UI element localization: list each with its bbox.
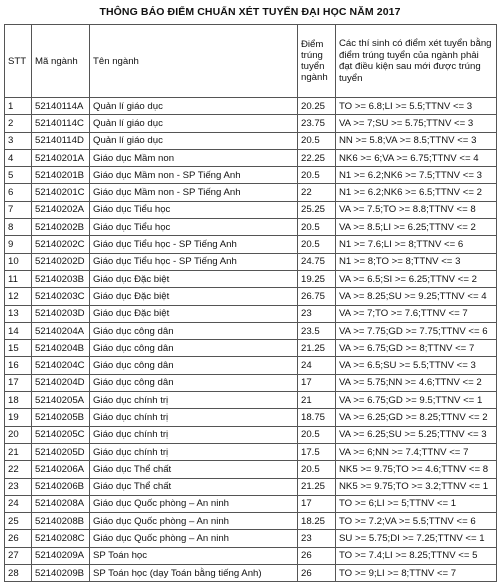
cell-criteria: VA >= 7;TO >= 7.6;TTNV <= 7 <box>336 305 497 322</box>
table-row <box>5 513 497 530</box>
cell-score: 26 <box>298 547 336 564</box>
cell-code: 52140208C <box>32 530 90 547</box>
cell-score: 17.5 <box>298 443 336 460</box>
table-row <box>5 478 497 495</box>
table-row <box>5 270 497 287</box>
cell-name: Quản lí giáo dục <box>90 132 298 149</box>
cell-code: 52140209A <box>32 547 90 564</box>
table-row <box>5 495 497 512</box>
cell-name: Giáo dục Đặc biệt <box>90 305 298 322</box>
cell-criteria: NK5 >= 9.75;TO >= 4.6;TTNV <= 8 <box>336 461 497 478</box>
cell-criteria: VA >= 5.75;NN >= 4.6;TTNV <= 2 <box>336 374 497 391</box>
cell-score: 20.5 <box>298 219 336 236</box>
table-row <box>5 461 497 478</box>
table-row <box>5 565 497 582</box>
cell-name: Giáo dục Tiểu học - SP Tiếng Anh <box>90 253 298 270</box>
cell-score: 17 <box>298 495 336 512</box>
cell-score: 19.25 <box>298 270 336 287</box>
cell-score: 20.5 <box>298 132 336 149</box>
cell-name: Giáo dục Quốc phòng – An ninh <box>90 513 298 530</box>
table-row <box>5 322 497 339</box>
cell-criteria: VA >= 6;NN >= 7.4;TTNV <= 7 <box>336 443 497 460</box>
cell-criteria: VA >= 7;SU >= 5.75;TTNV <= 3 <box>336 115 497 132</box>
cell-criteria: VA >= 8.25;SU >= 9.25;TTNV <= 4 <box>336 288 497 305</box>
cell-code: 52140114A <box>32 98 90 115</box>
cell-stt: 20 <box>5 426 32 443</box>
cell-stt: 6 <box>5 184 32 201</box>
cell-criteria: VA >= 6.5;SU >= 5.5;TTNV <= 3 <box>336 357 497 374</box>
cell-stt: 18 <box>5 392 32 409</box>
cell-score: 24.75 <box>298 253 336 270</box>
table-row <box>5 236 497 253</box>
cell-criteria: NK6 >= 6;VA >= 6.75;TTNV <= 4 <box>336 149 497 166</box>
cell-code: 52140205C <box>32 426 90 443</box>
cell-code: 52140202C <box>32 236 90 253</box>
cell-criteria: SU >= 5.75;DI >= 7.25;TTNV <= 1 <box>336 530 497 547</box>
header-code: Mã ngành <box>32 25 90 98</box>
cell-code: 52140202D <box>32 253 90 270</box>
cell-score: 21.25 <box>298 478 336 495</box>
cell-code: 52140202A <box>32 201 90 218</box>
cell-code: 52140203B <box>32 270 90 287</box>
table-header-row <box>5 25 497 98</box>
header-score: Điểm trúng tuyển ngành <box>298 25 336 98</box>
admission-scores-table <box>4 24 497 582</box>
cell-criteria: NN >= 5.8;VA >= 8.5;TTNV <= 3 <box>336 132 497 149</box>
cell-stt: 27 <box>5 547 32 564</box>
cell-score: 26 <box>298 565 336 582</box>
cell-stt: 2 <box>5 115 32 132</box>
cell-stt: 26 <box>5 530 32 547</box>
cell-score: 20.5 <box>298 167 336 184</box>
cell-score: 20.5 <box>298 426 336 443</box>
cell-criteria: VA >= 6.75;GD >= 8;TTNV <= 7 <box>336 340 497 357</box>
cell-score: 21 <box>298 392 336 409</box>
cell-name: Giáo dục Mầm non - SP Tiếng Anh <box>90 184 298 201</box>
table-row <box>5 426 497 443</box>
cell-stt: 22 <box>5 461 32 478</box>
cell-name: Giáo dục Mầm non - SP Tiếng Anh <box>90 167 298 184</box>
cell-code: 52140201A <box>32 149 90 166</box>
cell-name: Giáo dục Tiểu học - SP Tiếng Anh <box>90 236 298 253</box>
header-name: Tên ngành <box>90 25 298 98</box>
cell-score: 20.5 <box>298 236 336 253</box>
cell-name: Giáo dục Quốc phòng – An ninh <box>90 495 298 512</box>
cell-name: Quản lí giáo dục <box>90 98 298 115</box>
cell-stt: 24 <box>5 495 32 512</box>
table-row <box>5 132 497 149</box>
cell-score: 22 <box>298 184 336 201</box>
cell-name: Giáo dục Mầm non <box>90 149 298 166</box>
cell-stt: 8 <box>5 219 32 236</box>
cell-name: SP Toán học (dạy Toán bằng tiếng Anh) <box>90 565 298 582</box>
cell-stt: 13 <box>5 305 32 322</box>
cell-score: 21.25 <box>298 340 336 357</box>
cell-score: 20.25 <box>298 98 336 115</box>
table-row <box>5 98 497 115</box>
cell-name: Giáo dục Thể chất <box>90 478 298 495</box>
cell-score: 18.75 <box>298 409 336 426</box>
cell-criteria: NK5 >= 9.75;TO >= 3.2;TTNV <= 1 <box>336 478 497 495</box>
table-row <box>5 530 497 547</box>
cell-stt: 4 <box>5 149 32 166</box>
cell-criteria: VA >= 6.75;GD >= 9.5;TTNV <= 1 <box>336 392 497 409</box>
cell-stt: 23 <box>5 478 32 495</box>
table-row <box>5 184 497 201</box>
cell-code: 52140204D <box>32 374 90 391</box>
cell-name: Quản lí giáo dục <box>90 115 298 132</box>
cell-score: 18.25 <box>298 513 336 530</box>
cell-name: Giáo dục công dân <box>90 374 298 391</box>
cell-name: Giáo dục chính trị <box>90 443 298 460</box>
cell-name: Giáo dục chính trị <box>90 392 298 409</box>
table-row <box>5 167 497 184</box>
cell-criteria: TO >= 9;LI >= 8;TTNV <= 7 <box>336 565 497 582</box>
cell-code: 52140201C <box>32 184 90 201</box>
cell-code: 52140205D <box>32 443 90 460</box>
cell-score: 25.25 <box>298 201 336 218</box>
cell-code: 52140203C <box>32 288 90 305</box>
table-row <box>5 149 497 166</box>
table-row <box>5 253 497 270</box>
cell-stt: 10 <box>5 253 32 270</box>
cell-criteria: VA >= 6.25;SU >= 5.25;TTNV <= 3 <box>336 426 497 443</box>
table-row <box>5 219 497 236</box>
cell-score: 23 <box>298 530 336 547</box>
cell-criteria: N1 >= 7.6;LI >= 8;TTNV <= 6 <box>336 236 497 253</box>
cell-name: Giáo dục Tiểu học <box>90 201 298 218</box>
cell-code: 52140204A <box>32 322 90 339</box>
cell-name: Giáo dục công dân <box>90 340 298 357</box>
table-row <box>5 288 497 305</box>
cell-score: 20.5 <box>298 461 336 478</box>
cell-name: Giáo dục Đặc biệt <box>90 270 298 287</box>
cell-name: Giáo dục Đặc biệt <box>90 288 298 305</box>
cell-code: 52140206B <box>32 478 90 495</box>
cell-code: 52140205A <box>32 392 90 409</box>
table-row <box>5 357 497 374</box>
cell-name: Giáo dục Quốc phòng – An ninh <box>90 530 298 547</box>
cell-stt: 9 <box>5 236 32 253</box>
cell-criteria: N1 >= 6.2;NK6 >= 6.5;TTNV <= 2 <box>336 184 497 201</box>
table-row <box>5 115 497 132</box>
cell-code: 52140201B <box>32 167 90 184</box>
cell-code: 52140208B <box>32 513 90 530</box>
cell-code: 52140204B <box>32 340 90 357</box>
cell-code: 52140202B <box>32 219 90 236</box>
cell-stt: 15 <box>5 340 32 357</box>
cell-name: Giáo dục chính trị <box>90 426 298 443</box>
table-row <box>5 392 497 409</box>
table-row <box>5 547 497 564</box>
cell-score: 17 <box>298 374 336 391</box>
cell-criteria: N1 >= 8;TO >= 8;TTNV <= 3 <box>336 253 497 270</box>
cell-stt: 25 <box>5 513 32 530</box>
cell-name: Giáo dục công dân <box>90 357 298 374</box>
cell-criteria: VA >= 7.5;TO >= 8.8;TTNV <= 8 <box>336 201 497 218</box>
cell-criteria: N1 >= 6.2;NK6 >= 7.5;TTNV <= 3 <box>336 167 497 184</box>
table-row <box>5 409 497 426</box>
cell-criteria: VA >= 8.5;LI >= 6.25;TTNV <= 2 <box>336 219 497 236</box>
cell-code: 52140209B <box>32 565 90 582</box>
cell-criteria: TO >= 7.2;VA >= 5.5;TTNV <= 6 <box>336 513 497 530</box>
cell-code: 52140204C <box>32 357 90 374</box>
header-criteria: Các thí sinh có điểm xét tuyển bằng điểm trúng tuyển của ngành phải đạt điều kiện sau mới được trúng tuyển <box>336 25 497 98</box>
cell-criteria: TO >= 7.4;LI >= 8.25;TTNV <= 5 <box>336 547 497 564</box>
cell-name: Giáo dục chính trị <box>90 409 298 426</box>
cell-stt: 12 <box>5 288 32 305</box>
table-body <box>5 98 497 582</box>
cell-stt: 14 <box>5 322 32 339</box>
cell-name: SP Toán học <box>90 547 298 564</box>
page-title: THÔNG BÁO ĐIỂM CHUẨN XÉT TUYỂN ĐẠI HỌC NĂM 2017 <box>99 6 401 18</box>
table-row <box>5 305 497 322</box>
table-row <box>5 374 497 391</box>
cell-criteria: VA >= 6.25;GD >= 8.25;TTNV <= 2 <box>336 409 497 426</box>
cell-criteria: VA >= 7.75;GD >= 7.75;TTNV <= 6 <box>336 322 497 339</box>
cell-criteria: VA >= 6.5;SI >= 6.25;TTNV <= 2 <box>336 270 497 287</box>
header-stt: STT <box>5 25 32 98</box>
cell-code: 52140203D <box>32 305 90 322</box>
cell-code: 52140114D <box>32 132 90 149</box>
cell-stt: 5 <box>5 167 32 184</box>
cell-name: Giáo dục Tiểu học <box>90 219 298 236</box>
cell-name: Giáo dục Thể chất <box>90 461 298 478</box>
cell-score: 24 <box>298 357 336 374</box>
cell-stt: 1 <box>5 98 32 115</box>
cell-code: 52140114C <box>32 115 90 132</box>
cell-stt: 3 <box>5 132 32 149</box>
cell-code: 52140205B <box>32 409 90 426</box>
cell-stt: 17 <box>5 374 32 391</box>
cell-code: 52140206A <box>32 461 90 478</box>
cell-criteria: TO >= 6;LI >= 5;TTNV <= 1 <box>336 495 497 512</box>
cell-score: 23 <box>298 305 336 322</box>
cell-code: 52140208A <box>32 495 90 512</box>
cell-score: 23.75 <box>298 115 336 132</box>
cell-stt: 19 <box>5 409 32 426</box>
cell-stt: 7 <box>5 201 32 218</box>
cell-criteria: TO >= 6.8;LI >= 5.5;TTNV <= 3 <box>336 98 497 115</box>
table-row <box>5 443 497 460</box>
table-row <box>5 201 497 218</box>
cell-stt: 11 <box>5 270 32 287</box>
table-row <box>5 340 497 357</box>
cell-name: Giáo dục công dân <box>90 322 298 339</box>
cell-score: 26.75 <box>298 288 336 305</box>
cell-score: 22.25 <box>298 149 336 166</box>
cell-stt: 21 <box>5 443 32 460</box>
cell-stt: 28 <box>5 565 32 582</box>
cell-score: 23.5 <box>298 322 336 339</box>
cell-stt: 16 <box>5 357 32 374</box>
